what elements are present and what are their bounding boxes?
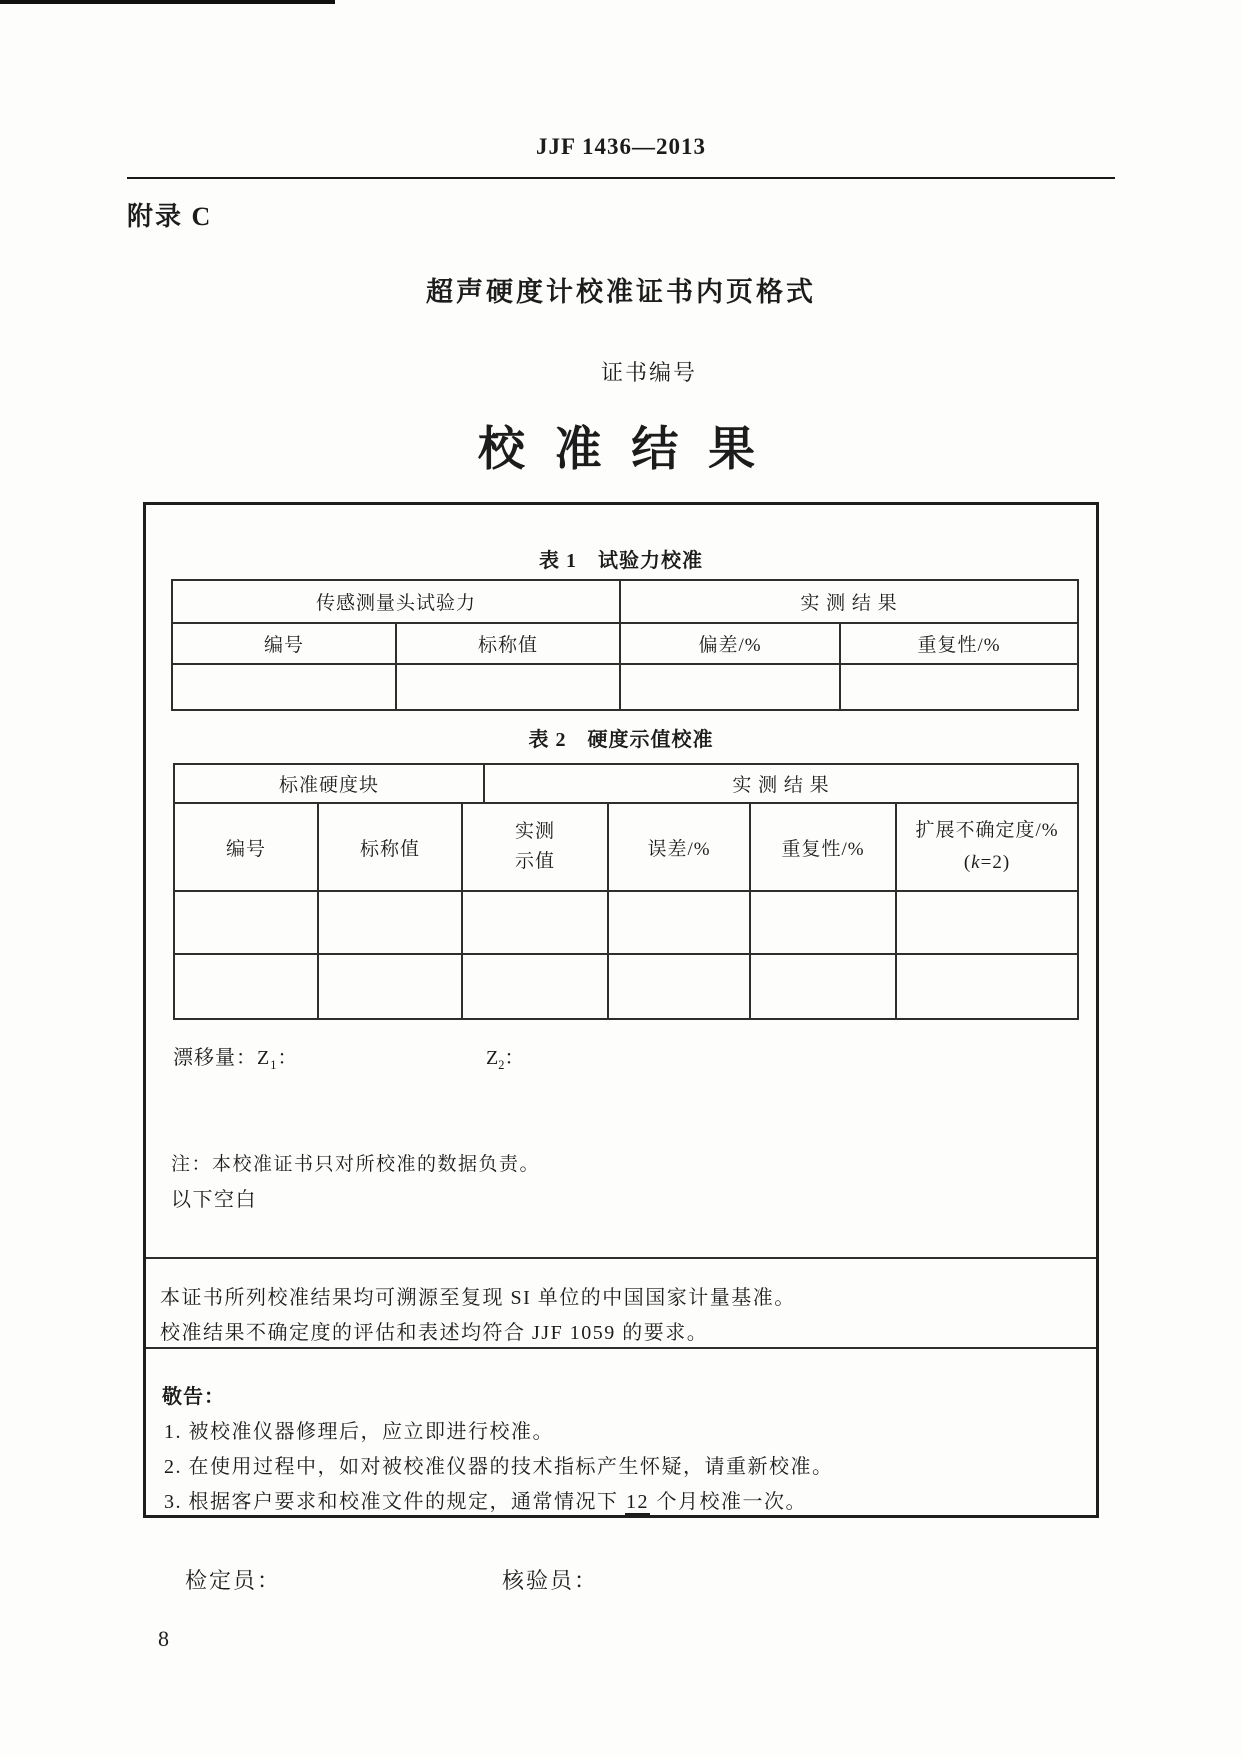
table2 xyxy=(173,763,1079,1020)
table1-header-deviation: 偏差/% xyxy=(621,624,841,665)
box-divider xyxy=(146,1257,1096,1259)
table2-header-row xyxy=(175,804,1077,892)
table2-cell-empty xyxy=(897,892,1077,955)
table2-cell-empty xyxy=(609,955,751,1018)
blank-below-label: 以下空白 xyxy=(171,1189,257,1211)
table2-data-row xyxy=(175,955,1077,1018)
table2-group-header-right: 实 测 结 果 xyxy=(485,765,1077,804)
checker-signature-label: 核验员： xyxy=(502,1568,599,1593)
notice-item-2: 2. 在使用过程中，如对被校准仪器的技术指标产生怀疑，请重新校准。 xyxy=(164,1456,834,1478)
drift-label: 漂移量： xyxy=(173,1047,257,1069)
table2-data-row xyxy=(175,892,1077,955)
table1-data-row xyxy=(173,665,1077,709)
table2-header-measured-line2: 示值 xyxy=(514,851,555,872)
page-number: 8 xyxy=(158,1626,169,1651)
uncertainty-statement: 校准结果不确定度的评估和表述均符合 JJF 1059 的要求。 xyxy=(160,1322,709,1344)
table2-cell-empty xyxy=(175,955,319,1018)
table1-header-repeatability: 重复性/% xyxy=(841,624,1077,665)
table2-header-no: 编号 xyxy=(175,804,319,892)
underlined-12: 12 xyxy=(626,1491,649,1513)
table1-cell-empty xyxy=(397,665,621,709)
table2-caption: 表 2 硬度示值校准 xyxy=(528,729,714,751)
examiner-signature-label: 检定员： xyxy=(185,1568,282,1593)
table2-header-error: 误差/% xyxy=(609,804,751,892)
notice-item-1: 1. 被校准仪器修理后，应立即进行校准。 xyxy=(164,1421,554,1443)
notice-title: 敬告： xyxy=(162,1386,225,1408)
box-divider xyxy=(146,1347,1096,1349)
table2-header-uncertainty-line2: (k=2) xyxy=(963,852,1011,873)
notice-item-3: 3. 根据客户要求和校准文件的规定，通常情况下 12 个月校准一次。 xyxy=(164,1491,807,1513)
certificate-number-label: 证书编号 xyxy=(600,360,697,385)
table1-group-header-left: 传感测量头试验力 xyxy=(173,581,621,624)
results-box xyxy=(143,502,1099,1518)
table1-header-no: 编号 xyxy=(173,624,397,665)
traceability-statement: 本证书所列校准结果均可溯源至复现 SI 单位的中国国家计量基准。 xyxy=(160,1287,796,1309)
table2-header-uncertainty xyxy=(897,804,1077,892)
table2-cell-empty xyxy=(897,955,1077,1018)
table1-cell-empty xyxy=(841,665,1077,709)
table2-group-header-left: 标准硬度块 xyxy=(175,765,485,804)
table2-cell-empty xyxy=(751,955,897,1018)
table1 xyxy=(171,579,1079,711)
table1-header-row xyxy=(173,624,1077,665)
drift-line xyxy=(173,1041,298,1073)
table2-cell-empty xyxy=(175,892,319,955)
doc-number: JJF 1436—2013 xyxy=(536,134,706,159)
table1-caption: 表 1 试验力校准 xyxy=(539,550,703,572)
note-line: 注：本校准证书只对所校准的数据负责。 xyxy=(171,1154,541,1175)
table1-header-nominal: 标称值 xyxy=(397,624,621,665)
table1-group-header-row xyxy=(173,581,1077,624)
table2-cell-empty xyxy=(463,892,609,955)
table1-group-header-right: 实 测 结 果 xyxy=(621,581,1077,624)
table2-cell-empty xyxy=(319,955,463,1018)
page-subtitle: 超声硬度计校准证书内页格式 xyxy=(426,277,816,307)
drift-z2: $Z_2$： xyxy=(486,1047,525,1072)
table2-group-header-row xyxy=(175,765,1077,804)
table2-cell-empty xyxy=(319,892,463,955)
scan-artifact xyxy=(0,0,335,4)
table1-cell-empty xyxy=(621,665,841,709)
header-rule xyxy=(127,177,1115,179)
table1-cell-empty xyxy=(173,665,397,709)
appendix-label: 附录 C xyxy=(127,202,213,231)
table2-header-measured xyxy=(463,804,609,892)
table2-header-nominal: 标称值 xyxy=(319,804,463,892)
page-title: 校 准 结 果 xyxy=(477,424,765,476)
table2-header-measured-line1: 实测 xyxy=(514,821,555,842)
drift-z1: $Z_1$： xyxy=(257,1047,299,1072)
table2-cell-empty xyxy=(609,892,751,955)
table2-cell-empty xyxy=(751,892,897,955)
table2-header-repeatability: 重复性/% xyxy=(751,804,897,892)
table2-header-uncertainty-line1: 扩展不确定度/% xyxy=(915,820,1059,841)
table2-cell-empty xyxy=(463,955,609,1018)
